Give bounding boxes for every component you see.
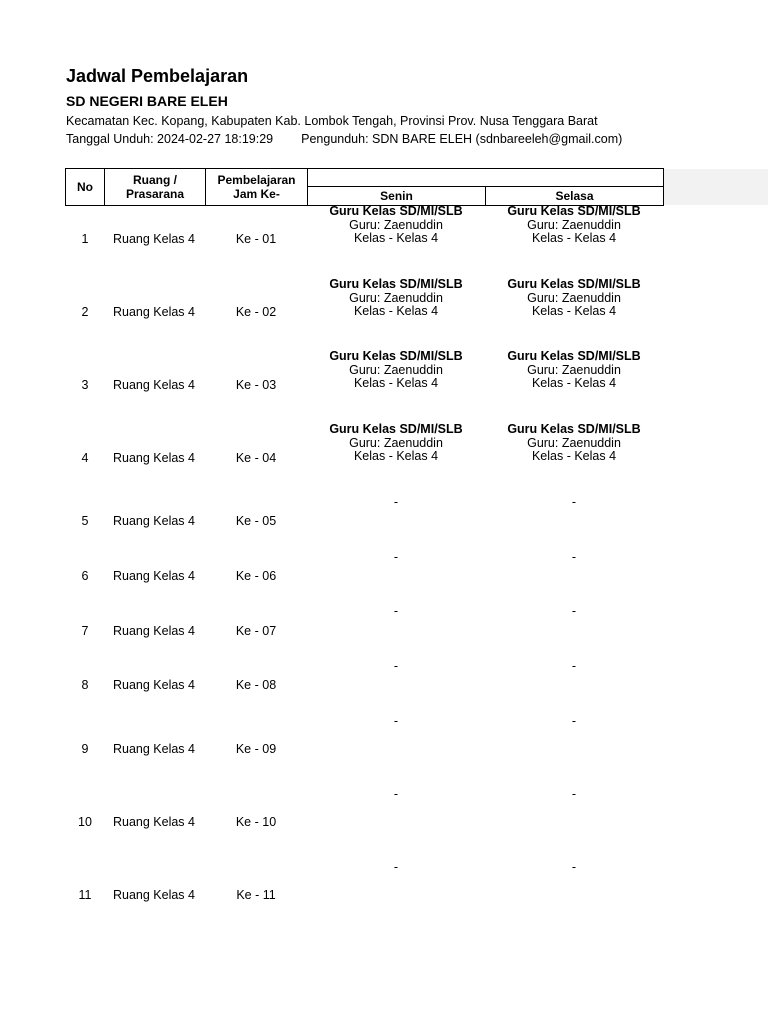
cell-jam: Ke - 09 [235, 742, 277, 756]
cell-room: Ruang Kelas 4 [112, 378, 195, 392]
schedule-role: Guru Kelas SD/MI/SLB [507, 277, 641, 291]
empty-slot-senin: - [393, 787, 399, 801]
schedule-teacher: Guru: Zaenuddin [349, 290, 443, 305]
cell-jam: Ke - 07 [235, 624, 277, 638]
cell-room: Ruang Kelas 4 [112, 888, 195, 902]
cell-jam: Ke - 01 [235, 232, 277, 246]
empty-slot-senin: - [393, 550, 399, 564]
empty-slot-selasa: - [571, 495, 577, 509]
empty-slot-senin: - [393, 604, 399, 618]
download-date: Tanggal Unduh: 2024-02-27 18:19:29 [66, 132, 274, 146]
column-header-selasa: Selasa [485, 186, 664, 206]
schedule-class: Kelas - Kelas 4 [353, 449, 439, 463]
cell-room: Ruang Kelas 4 [112, 569, 195, 583]
column-header-jam-label: Pembelajaran Jam Ke- [217, 173, 296, 201]
empty-slot-selasa: - [571, 714, 577, 728]
cell-jam: Ke - 06 [235, 569, 277, 583]
schedule-entry-selasa [485, 350, 663, 391]
empty-slot-selasa: - [571, 860, 577, 874]
schedule-class: Kelas - Kelas 4 [353, 376, 439, 390]
cell-room: Ruang Kelas 4 [112, 451, 195, 465]
cell-no: 7 [81, 624, 89, 638]
schedule-class: Kelas - Kelas 4 [353, 304, 439, 318]
school-address: Kecamatan Kec. Kopang, Kabupaten Kab. Lombok Tengah, Provinsi Prov. Nusa Tenggara Barat [66, 114, 598, 128]
cell-no: 10 [78, 815, 92, 829]
cell-room: Ruang Kelas 4 [112, 624, 195, 638]
empty-slot-selasa: - [571, 550, 577, 564]
empty-slot-selasa: - [571, 659, 577, 673]
cell-jam: Ke - 11 [236, 888, 276, 902]
cell-room: Ruang Kelas 4 [112, 305, 195, 319]
schedule-entry-senin [307, 350, 485, 391]
empty-slot-senin: - [393, 495, 399, 509]
schedule-teacher: Guru: Zaenuddin [349, 362, 443, 377]
cell-jam: Ke - 05 [235, 514, 277, 528]
schedule-role: Guru Kelas SD/MI/SLB [507, 422, 641, 436]
download-meta [66, 132, 622, 146]
cell-jam: Ke - 08 [235, 678, 277, 692]
header-shade [663, 169, 768, 205]
cell-no: 5 [81, 514, 89, 528]
schedule-entry-senin [307, 423, 485, 464]
schedule-role: Guru Kelas SD/MI/SLB [507, 349, 641, 363]
cell-room: Ruang Kelas 4 [112, 815, 195, 829]
schedule-class: Kelas - Kelas 4 [353, 231, 439, 245]
schedule-class: Kelas - Kelas 4 [531, 304, 617, 318]
schedule-role: Guru Kelas SD/MI/SLB [507, 204, 641, 218]
cell-no: 4 [81, 451, 89, 465]
schedule-entry-senin [307, 205, 485, 246]
schedule-teacher: Guru: Zaenuddin [527, 435, 621, 450]
schedule-teacher: Guru: Zaenuddin [349, 217, 443, 232]
column-header-room [104, 168, 206, 206]
empty-slot-selasa: - [571, 604, 577, 618]
schedule-teacher: Guru: Zaenuddin [527, 217, 621, 232]
column-header-senin: Senin [307, 186, 486, 206]
schedule-class: Kelas - Kelas 4 [531, 376, 617, 390]
cell-jam: Ke - 04 [235, 451, 277, 465]
empty-slot-senin: - [393, 714, 399, 728]
cell-room: Ruang Kelas 4 [112, 742, 195, 756]
cell-room: Ruang Kelas 4 [112, 232, 195, 246]
schedule-entry-selasa [485, 278, 663, 319]
empty-slot-senin: - [393, 860, 399, 874]
cell-no: 3 [81, 378, 89, 392]
column-header-room-label: Ruang / Prasarana [125, 173, 185, 201]
schedule-entry-senin [307, 278, 485, 319]
schedule-role: Guru Kelas SD/MI/SLB [329, 277, 463, 291]
cell-no: 6 [81, 569, 89, 583]
schedule-class: Kelas - Kelas 4 [531, 231, 617, 245]
schedule-role: Guru Kelas SD/MI/SLB [329, 349, 463, 363]
cell-jam: Ke - 02 [235, 305, 277, 319]
cell-no: 1 [81, 232, 89, 246]
column-header-no: No [65, 168, 105, 206]
empty-slot-senin: - [393, 659, 399, 673]
schedule-teacher: Guru: Zaenuddin [349, 435, 443, 450]
schedule-teacher: Guru: Zaenuddin [527, 362, 621, 377]
empty-slot-selasa: - [571, 787, 577, 801]
downloader: Pengunduh: SDN BARE ELEH (sdnbareeleh@gmail.com) [301, 132, 623, 146]
cell-jam: Ke - 03 [235, 378, 277, 392]
schedule-role: Guru Kelas SD/MI/SLB [329, 204, 463, 218]
schedule-class: Kelas - Kelas 4 [531, 449, 617, 463]
cell-no: 9 [81, 742, 89, 756]
schedule-entry-selasa [485, 205, 663, 246]
cell-no: 2 [81, 305, 89, 319]
column-header-day-group [307, 168, 664, 187]
school-name: SD NEGERI BARE ELEH [66, 93, 228, 109]
page-title: Jadwal Pembelajaran [66, 66, 249, 86]
schedule-role: Guru Kelas SD/MI/SLB [329, 422, 463, 436]
cell-room: Ruang Kelas 4 [112, 514, 195, 528]
column-header-jam [205, 168, 308, 206]
cell-jam: Ke - 10 [235, 815, 277, 829]
cell-room: Ruang Kelas 4 [112, 678, 195, 692]
schedule-teacher: Guru: Zaenuddin [527, 290, 621, 305]
schedule-entry-selasa [485, 423, 663, 464]
cell-no: 8 [81, 678, 89, 692]
cell-no: 11 [78, 888, 92, 902]
